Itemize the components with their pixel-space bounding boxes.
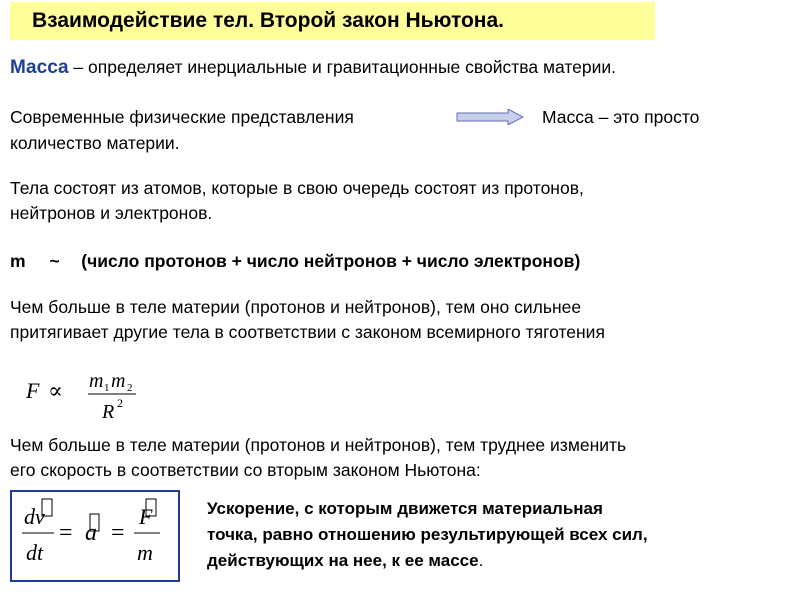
right-arrow-icon: [456, 109, 524, 125]
definition-line3-wrap: [207, 548, 648, 574]
modern-views-line2: количество материи.: [10, 133, 180, 153]
mass-definition: [10, 57, 616, 78]
inertia-line2: его скорость в соответствии со вторым законом Ньютона:: [10, 460, 481, 480]
mass-dash: –: [68, 57, 89, 77]
modern-views-line1: Современные физические представления: [10, 107, 354, 127]
formula-dt: dt: [26, 540, 44, 565]
definition-line3: действующих на нее, к ее массе: [207, 551, 479, 570]
formula-force-symbol: F: [26, 378, 40, 403]
formula-mass: m: [137, 540, 153, 565]
atoms-line1: Тела состоят из атомов, которые в свою очередь состоят из протонов,: [10, 178, 584, 198]
formula-equals-2: =: [111, 520, 125, 546]
newton-second-law-formula-box: [10, 490, 180, 582]
formula-dv: dv: [24, 504, 45, 529]
acceleration-definition: [207, 496, 648, 574]
gravitation-formula: [12, 365, 152, 425]
newton-second-law-formula: [12, 492, 178, 580]
mass-definition-text: определяет инерциальные и гравитационные свойства материи.: [88, 57, 617, 77]
inertia-line1: Чем больше в теле материи (протонов и нейтронов), тем труднее изменить: [10, 435, 627, 455]
mass-proportion: [10, 251, 580, 272]
proportional-tilde: ~: [49, 251, 60, 271]
formula-distance-symbol: R: [102, 401, 115, 423]
formula-equals-1: =: [59, 520, 73, 546]
formula-distance-exponent: 2: [117, 396, 123, 410]
mass-term: Масса: [10, 57, 69, 78]
gravity-line1: Чем больше в теле материи (протонов и нейтронов), тем оно сильнее: [10, 297, 582, 317]
formula-m1-subscript: 1: [104, 382, 110, 394]
definition-period: .: [478, 551, 484, 570]
formula-m1: m: [89, 370, 104, 392]
atoms-line2: нейтронов и электронов.: [10, 203, 213, 223]
formula-m2: m: [111, 370, 126, 392]
formula-m2-subscript: 2: [127, 382, 133, 394]
formula-acceleration: a: [85, 520, 97, 546]
gravity-line2: притягивает другие тела в соответствии с законом всемирного тяготения: [10, 322, 605, 342]
page-title: Взаимодействие тел. Второй закон Ньютона.: [32, 9, 504, 32]
modern-views-conclusion: Масса – это просто: [542, 107, 700, 127]
particle-count-expression: (число протонов + число нейтронов + число электронов): [81, 251, 581, 271]
mass-symbol: m: [10, 251, 26, 271]
definition-line1: Ускорение, с которым движется материальная: [207, 499, 603, 518]
definition-line2: точка, равно отношению результирующей всех сил,: [207, 525, 648, 544]
title-banner: [10, 2, 655, 40]
formula-force: F: [139, 504, 153, 529]
formula-proportional-symbol: ∝: [48, 379, 63, 404]
